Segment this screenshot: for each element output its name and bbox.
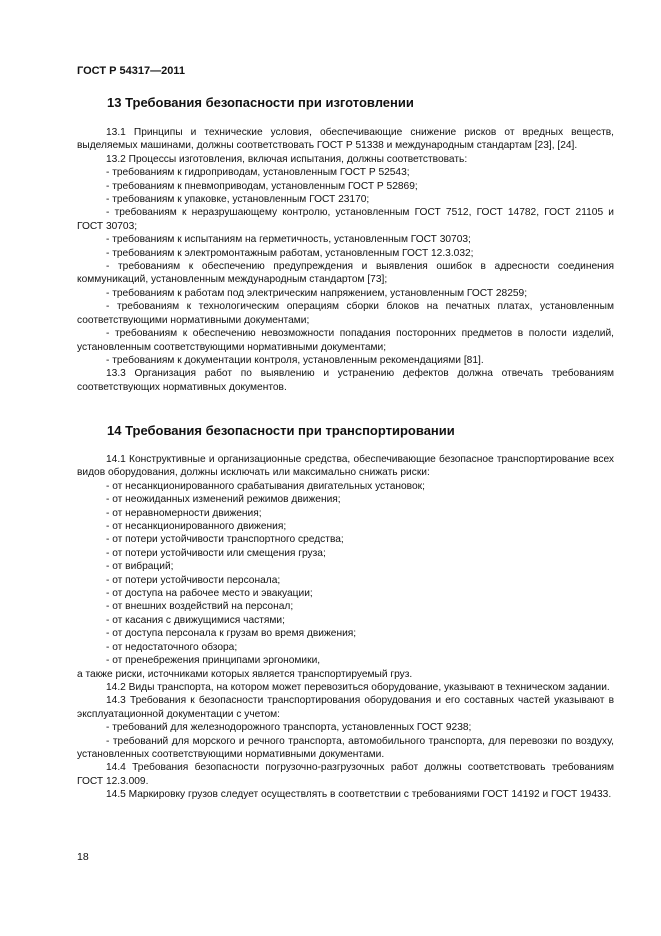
page-number: 18 bbox=[77, 851, 89, 863]
para-14-2: 14.2 Виды транспорта, на котором может перевозиться оборудование, указывают в техническом задании. bbox=[106, 681, 610, 693]
list-item: - от потери устойчивости персонала; bbox=[106, 574, 281, 586]
list-item: - от неожиданных изменений режимов движения; bbox=[106, 494, 341, 506]
para-13-1: 13.1 Принципы и технические условия, обеспечивающие снижение рисков от вредных веществ, выделяемых машинами, должны соответствовать ГОСТ Р 51338 и международным стандартам [23], [24]. bbox=[77, 127, 614, 152]
para-14-3: 14.3 Требования к безопасности транспортирования оборудования и его составных частей указывают в эксплуатационной документации с учетом: bbox=[77, 695, 614, 720]
list-item: - от потери устойчивости транспортного средства; bbox=[106, 534, 344, 546]
list-item: - от пренебрежения принципами эргономики, bbox=[106, 655, 321, 667]
section-14-body bbox=[77, 453, 614, 802]
list-item: - от несанкционированного срабатывания двигательных установок; bbox=[106, 480, 425, 492]
list-item: - требованиям к пневмоприводам, установленным ГОСТ Р 52869; bbox=[106, 180, 418, 192]
list-item: - требований для морского и речного транспорта, автомобильного транспорта, для перевозки по воздуху, установленных соответствующими нормативными документами. bbox=[77, 735, 614, 760]
para-13-3: 13.3 Организация работ по выявлению и устранению дефектов должна отвечать требованиям соответствующих нормативных документов. bbox=[77, 368, 614, 393]
list-item: - требованиям к упаковке, установленным ГОСТ 23170; bbox=[106, 194, 370, 206]
list-item: - от касания с движущимися частями; bbox=[106, 614, 285, 626]
list-item: - требованиям к электромонтажным работам, установленным ГОСТ 12.3.032; bbox=[106, 247, 474, 259]
list-item: - от недостаточного обзора; bbox=[106, 641, 238, 653]
list-item: - от доступа персонала к грузам во время движения; bbox=[106, 628, 357, 640]
list-item: - требованиям к испытаниям на герметичность, установленным ГОСТ 30703; bbox=[106, 234, 471, 246]
list-item: - требованиям к неразрушающему контролю, установленным ГОСТ 7512, ГОСТ 14782, ГОСТ 21105 и ГОСТ 30703; bbox=[77, 207, 614, 232]
para-14-1: 14.1 Конструктивные и организационные средства, обеспечивающие безопасное транспортирование всех видов оборудования, должны исключать или максимально снижать риски: bbox=[77, 454, 614, 479]
page-header: ГОСТ Р 54317—2011 bbox=[77, 65, 185, 77]
list-item: - требованиям к технологическим операциям сборки блоков на печатных платах, установленным соответствующими нормативными документами; bbox=[77, 301, 614, 326]
list-item: - от потери устойчивости или смещения груза; bbox=[106, 547, 326, 559]
list-item: - от доступа на рабочее место и эвакуации; bbox=[106, 588, 313, 600]
list-item: - требованиям к обеспечению предупреждения и выявления ошибок в адресности соединения коммуникаций, установленным международным стандартом [73]; bbox=[77, 261, 614, 286]
list-item: - требованиям к работам под электрическим напряжением, установленным ГОСТ 28259; bbox=[106, 287, 528, 299]
list-item: - требованиям к гидроприводам, установленным ГОСТ Р 52543; bbox=[106, 167, 410, 179]
section-13-heading: 13 Требования безопасности при изготовлении bbox=[107, 95, 414, 110]
section-13-body bbox=[77, 126, 614, 394]
list-item: - от внешних воздействий на персонал; bbox=[106, 601, 294, 613]
para-14-5: 14.5 Маркировку грузов следует осуществлять в соответствии с требованиями ГОСТ 14192 и ГОСТ 19433. bbox=[106, 789, 612, 801]
list-item: - от несанкционированного движения; bbox=[106, 521, 287, 533]
list-item: - от неравномерности движения; bbox=[106, 507, 262, 519]
list-continuation: а также риски, источниками которых является транспортируемый груз. bbox=[77, 668, 413, 680]
section-14-heading: 14 Требования безопасности при транспортировании bbox=[107, 423, 455, 438]
list-item: - требованиям к обеспечению невозможности попадания посторонних предметов в полости изделий, установленным соответствующими нормативными документами; bbox=[77, 328, 614, 353]
list-item: - от вибраций; bbox=[106, 561, 174, 573]
list-item: - требованиям к документации контроля, установленным рекомендациями [81]. bbox=[106, 354, 484, 366]
list-item: - требований для железнодорожного транспорта, установленных ГОСТ 9238; bbox=[106, 722, 472, 734]
para-14-4: 14.4 Требования безопасности погрузочно-разгрузочных работ должны соответствовать требованиям ГОСТ 12.3.009. bbox=[77, 762, 614, 787]
para-13-2: 13.2 Процессы изготовления, включая испытания, должны соответствовать: bbox=[106, 153, 468, 165]
